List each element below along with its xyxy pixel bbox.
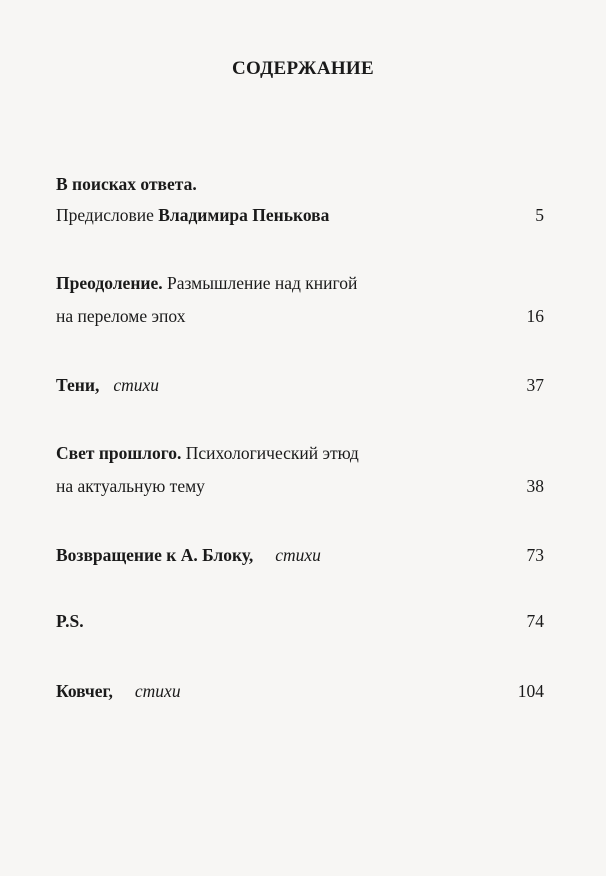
entry-text: Предисловие: [56, 205, 154, 225]
entry-title: В поисках ответа.: [56, 174, 197, 194]
toc-entry-5: [56, 544, 321, 566]
toc-entry-4-line2: [56, 475, 205, 497]
toc-entry-2-line2: [56, 305, 185, 327]
entry-text: на актуальную тему: [56, 476, 205, 496]
entry-7-page-number: 104: [517, 681, 544, 701]
entry-genre: стихи: [275, 545, 321, 565]
entry-author: Владимира Пенькова: [158, 205, 330, 225]
toc-entry-7: [56, 680, 181, 702]
entry-title: Преодоление.: [56, 273, 163, 293]
toc-entry-2-line1: [56, 272, 357, 294]
entry-title: Возвращение к А. Блоку,: [56, 545, 254, 565]
entry-text: Психологический этюд: [185, 443, 359, 463]
entry-3-page-number: 37: [526, 375, 544, 395]
entry-title: Ковчег,: [56, 681, 113, 701]
entry-text: на переломе эпох: [56, 306, 186, 326]
toc-entry-1-line1: [56, 173, 197, 195]
page-title: СОДЕРЖАНИЕ: [232, 58, 374, 79]
toc-entry-4-line1: [56, 442, 359, 464]
entry-title: Свет прошлого.: [56, 443, 182, 463]
entry-5-page-number: 73: [526, 545, 544, 565]
entry-title: P.S.: [56, 611, 84, 631]
entry-6-page-number: 74: [526, 611, 544, 631]
entry-genre: стихи: [134, 681, 181, 701]
toc-entry-3: [56, 374, 159, 396]
entry-4-page-number: 38: [526, 476, 544, 496]
entry-genre: стихи: [113, 375, 160, 395]
toc-entry-6: [56, 610, 84, 632]
toc-entry-1-line2: [56, 204, 329, 226]
entry-text: Размышление над книгой: [167, 273, 358, 293]
entry-title: Тени,: [56, 375, 100, 395]
entry-1-page-number: 5: [535, 205, 544, 225]
entry-2-page-number: 16: [526, 306, 544, 326]
